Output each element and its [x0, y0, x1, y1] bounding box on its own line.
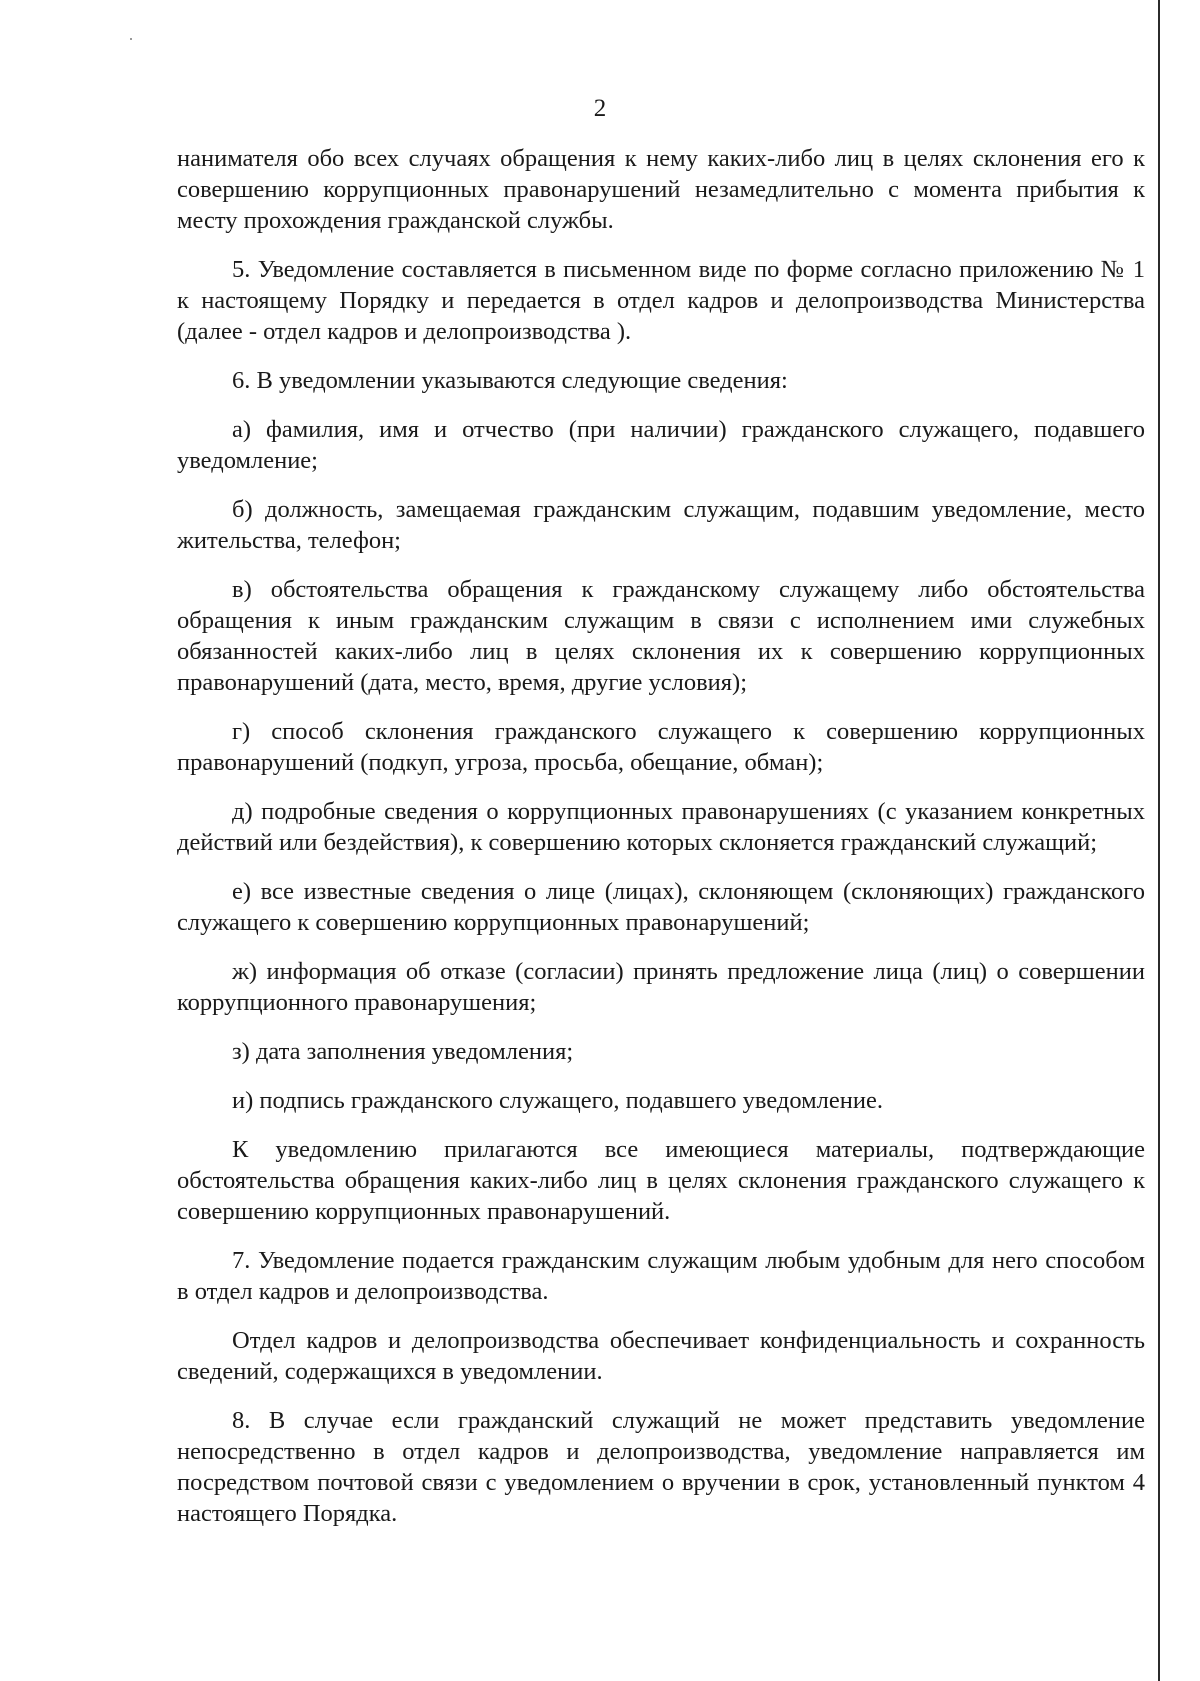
paragraph-subitem-a: а) фамилия, имя и отчество (при наличии) гражданского служащего, подавшего уведомление; — [177, 416, 1145, 474]
paragraph-subitem-i: и) подпись гражданского служащего, подавшего уведомление. — [232, 1087, 883, 1114]
paragraph-continuation: нанимателя обо всех случаях обращения к нему каких-либо лиц в целях склонения его к совершению коррупционных правонарушений незамедлительно с момента прибытия к месту прохождения гражданской службы. — [177, 145, 1145, 234]
paragraph-confidentiality: Отдел кадров и делопроизводства обеспечивает конфиденциальность и сохранность сведений, содержащихся в уведомлении. — [177, 1327, 1145, 1385]
page-number: 2 — [593, 95, 607, 122]
document-body — [177, 143, 1145, 1547]
paragraph-item-7: 7. Уведомление подается гражданским служащим любым удобным для него способом в отдел кадров и делопроизводства. — [177, 1247, 1145, 1305]
paragraph-subitem-g: г) способ склонения гражданского служащего к совершению коррупционных правонарушений (подкуп, угроза, просьба, обещание, обман); — [177, 718, 1145, 776]
paragraph-subitem-e: е) все известные сведения о лице (лицах), склоняющем (склоняющих) гражданского служащего к совершению коррупционных правонарушений; — [177, 878, 1145, 936]
paragraph-subitem-z: з) дата заполнения уведомления; — [232, 1038, 574, 1065]
paragraph-subitem-b: б) должность, замещаемая гражданским служащим, подавшим уведомление, место жительства, телефон; — [177, 496, 1145, 554]
paragraph-subitem-zh: ж) информация об отказе (согласии) принять предложение лица (лиц) о совершении коррупционного правонарушения; — [177, 958, 1145, 1016]
scan-artifact — [130, 38, 132, 40]
paragraph-item-5: 5. Уведомление составляется в письменном виде по форме согласно приложению № 1 к настоящему Порядку и передается в отдел кадров и делопроизводства Министерства (далее - отдел кадров и делопроизводства ). — [177, 256, 1145, 345]
paragraph-subitem-v: в) обстоятельства обращения к гражданскому служащему либо обстоятельства обращения к иным гражданским служащим в связи с исполнением ими служебных обязанностей каких-либо лиц в целях склонения их к совершению коррупционных правонарушений (дата, место, время, другие условия); — [177, 576, 1145, 696]
paragraph-item-6: 6. В уведомлении указываются следующие сведения: — [232, 367, 788, 394]
paragraph-attachments: К уведомлению прилагаются все имеющиеся материалы, подтверждающие обстоятельства обращения каких-либо лиц в целях склонения гражданского служащего к совершению коррупционных правонарушений. — [177, 1136, 1145, 1225]
paragraph-item-8: 8. В случае если гражданский служащий не может представить уведомление непосредственно в отдел кадров и делопроизводства, уведомление направляется им посредством почтовой связи с уведомлением о вручении в срок, установленный пунктом 4 настоящего Порядка. — [177, 1407, 1145, 1527]
scan-edge-line — [1158, 0, 1160, 1681]
paragraph-subitem-d: д) подробные сведения о коррупционных правонарушениях (с указанием конкретных действий или бездействия), к совершению которых склоняется гражданский служащий; — [177, 798, 1145, 856]
